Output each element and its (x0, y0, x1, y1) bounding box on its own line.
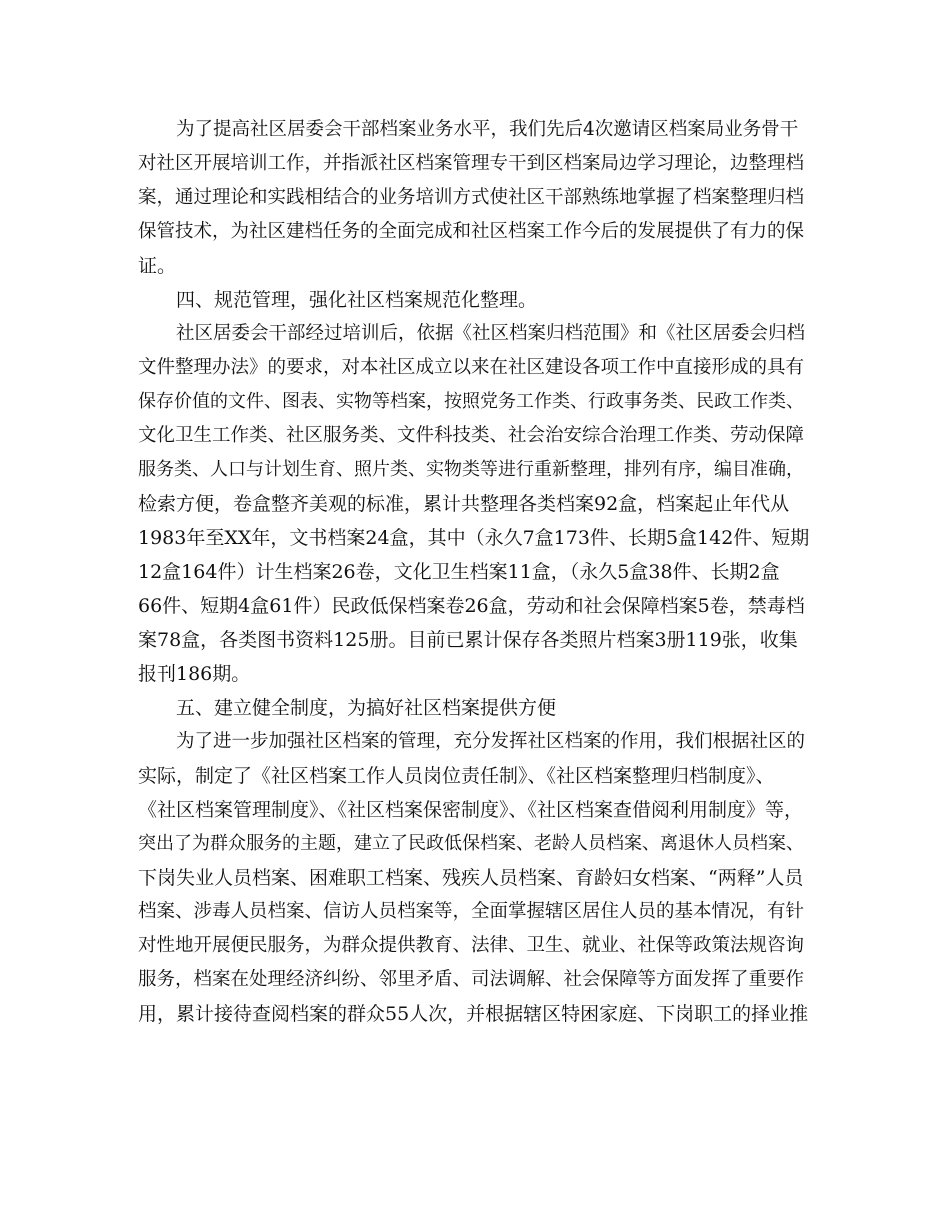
text-line-10: 文化卫生工作类、社区服务类、文件科技类、社会治安综合治理工作类、劳动保障 (138, 425, 805, 446)
text-line-20: 实际，制定了《社区档案工作人员岗位责任制》、《社区档案整理归档制度》、 (138, 765, 775, 787)
text-line-25: 对性地开展便民服务，为群众提供教育、法律、卫生、就业、社保等政策法规咨询 (138, 935, 805, 956)
section-heading-5: 五、建立健全制度，为搞好社区档案提供方便 (176, 697, 557, 719)
text-line-27: 用，累计接待查阅档案的群众55人次，并根据辖区特困家庭、下岗职工的择业推 (138, 1003, 809, 1025)
text-line-23: 下岗失业人员档案、困难职工档案、残疾人员档案、育龄妇女档案、“两释”人员 (138, 867, 804, 889)
text-line-12: 检索方便，卷盒整齐美观的标准，累计共整理各类档案92盒，档案起止年代从 (138, 493, 790, 515)
text-line-2: 对社区开展培训工作，并指派社区档案管理专干到区档案局边学习理论，边整理档 (138, 153, 805, 174)
text-line-5: 证。 (138, 255, 177, 277)
text-line-4: 保管技术，为社区建档任务的全面完成和社区档案工作今后的发展提供了有力的保 (138, 221, 805, 242)
section-heading-4: 四、规范管理，强化社区档案规范化整理。 (176, 289, 538, 311)
text-line-26: 服务，档案在处理经济纠纷、邻里矛盾、司法调解、社会保障等方面发挥了重要作 (138, 969, 805, 990)
text-line-1: 为了提高社区居委会干部档案业务水平，我们先后4次邀请区档案局业务骨干 (176, 119, 799, 140)
text-line-16: 案78盒，各类图书资料125册。目前已累计保存各类照片档案3册119张，收集 (138, 629, 798, 651)
text-line-14: 12盒164件）计生档案26卷，文化卫生档案11盒，（永久5盒38件、长期2盒 (138, 561, 780, 583)
text-line-7: 社区居委会干部经过培训后，依据《社区档案归档范围》和《社区居委会归档 (176, 323, 806, 344)
text-line-22: 突出了为群众服务的主题，建立了民政低保档案、老龄人员档案、离退休人员档案、 (138, 833, 804, 854)
text-line-24: 档案、涉毒人员档案、信访人员档案等，全面掌握辖区居住人员的基本情况，有针 (138, 901, 805, 922)
text-line-9: 保存价值的文件、图表、实物等档案，按照党务工作类、行政事务类、民政工作类、 (138, 391, 804, 412)
text-line-21: 《社区档案管理制度》、《社区档案保密制度》、《社区档案查借阅利用制度》等， (138, 799, 804, 821)
text-line-11: 服务类、人口与计划生育、照片类、实物类等进行重新整理，排列有序，编目准确， (138, 459, 804, 480)
text-line-8: 文件整理办法》的要求，对本社区成立以来在社区建设各项工作中直接形成的具有 (138, 357, 805, 378)
text-line-13: 1983年至XX年，文书档案24盒，其中（永久7盒173件、长期5盒142件、短期 (138, 527, 810, 549)
text-line-15: 66件、短期4盒61件）民政低保档案卷26盒，劳动和社会保障档案5卷，禁毒档 (138, 595, 805, 617)
text-line-19: 为了进一步加强社区档案的管理，充分发挥社区档案的作用，我们根据社区的 (176, 731, 806, 752)
text-line-17: 报刊186期。 (138, 663, 251, 685)
text-line-3: 案，通过理论和实践相结合的业务培训方式使社区干部熟练地掌握了档案整理归档 (138, 187, 805, 208)
